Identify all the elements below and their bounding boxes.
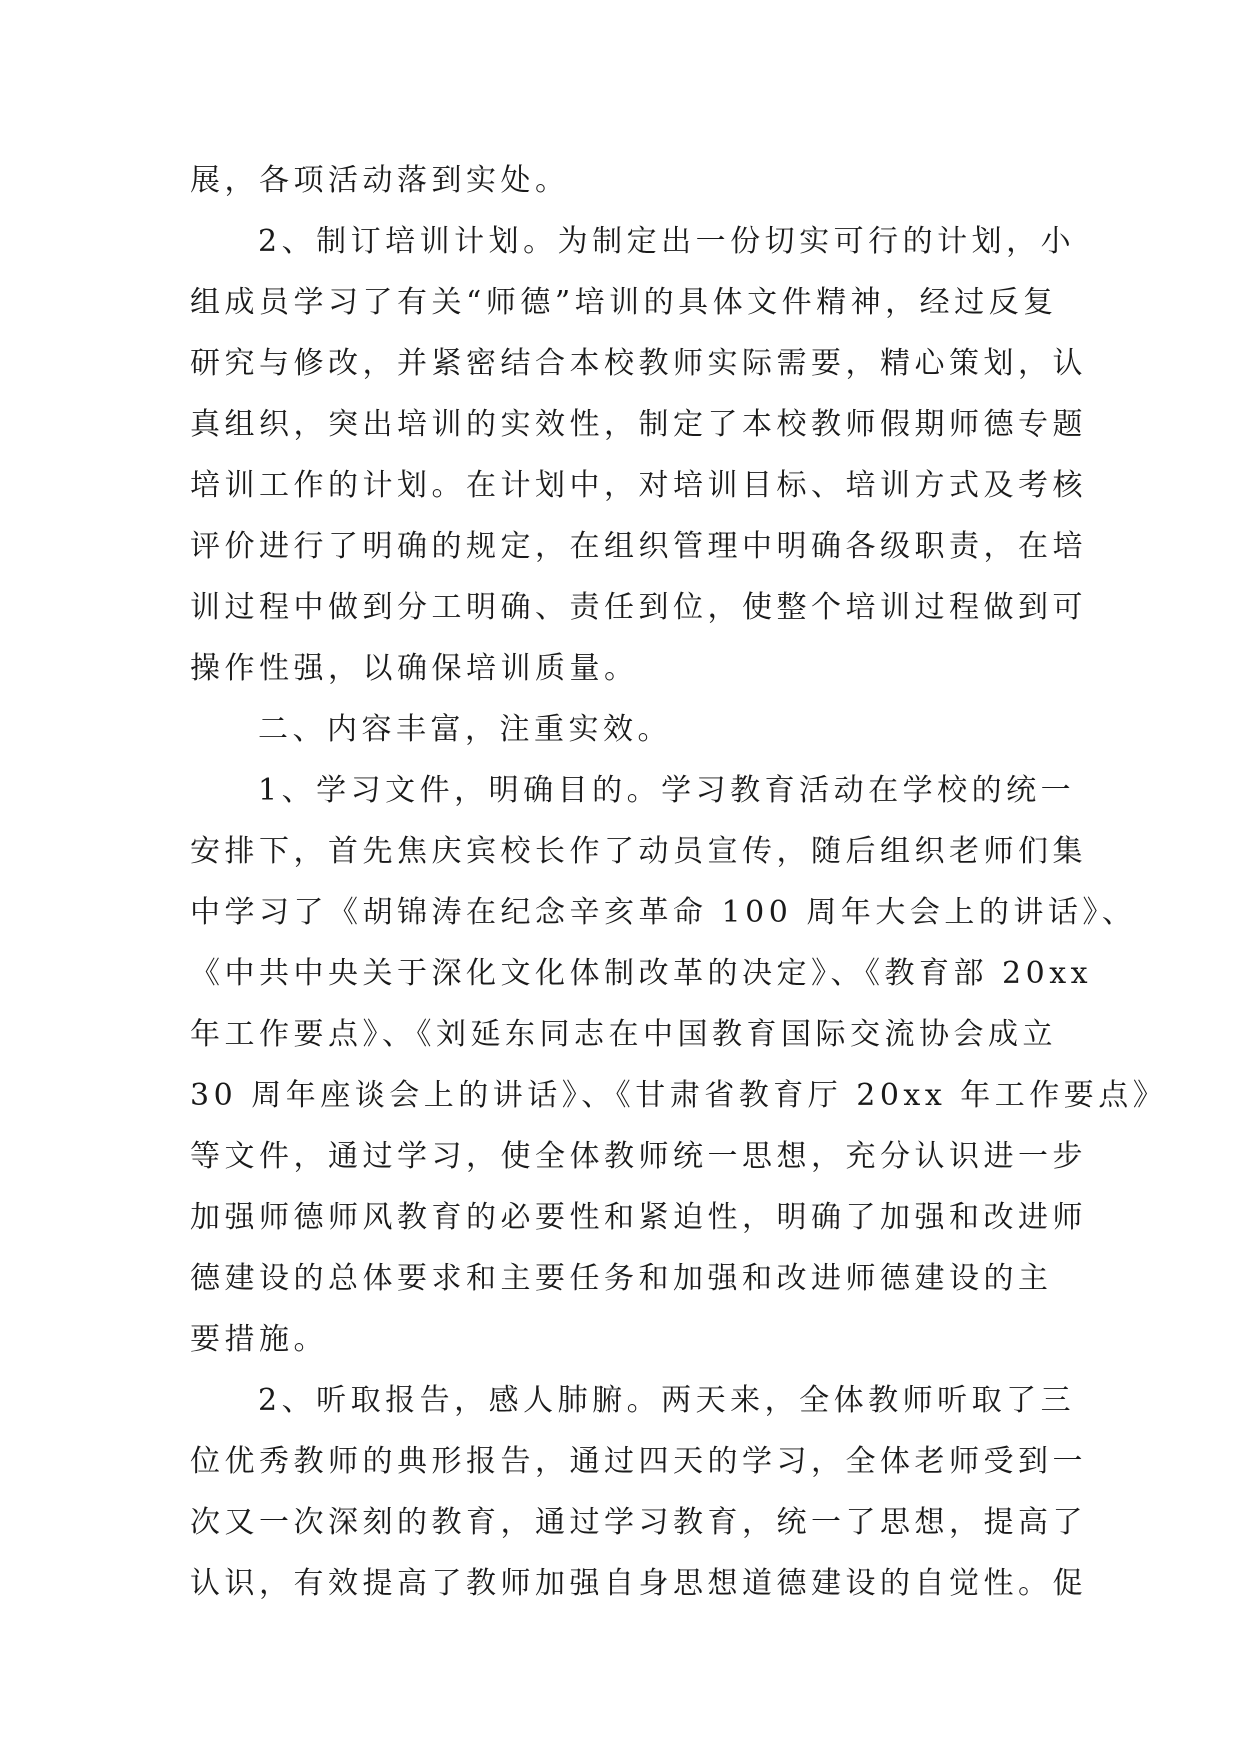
text-line: 加强师德师风教育的必要性和紧迫性，明确了加强和改进师 (190, 1200, 1087, 1235)
text-line: 操作性强，以确保培训质量。 (190, 651, 639, 686)
text-line: 培训工作的计划。在计划中，对培训目标、培训方式及考核 (190, 468, 1087, 503)
text-line: 安排下，首先焦庆宾校长作了动员宣传，随后组织老师们集 (190, 834, 1087, 869)
text-line: 认识，有效提高了教师加强自身思想道德建设的自觉性。促 (190, 1566, 1087, 1601)
text-line: 位优秀教师的典形报告，通过四天的学习，全体老师受到一 (190, 1444, 1087, 1479)
text-line: 中学习了《胡锦涛在纪念辛亥革命 100 周年大会上的讲话》、 (190, 895, 1137, 930)
text-line: 次又一次深刻的教育，通过学习教育，统一了思想，提高了 (190, 1505, 1087, 1540)
text-line: 研究与修改，并紧密结合本校教师实际需要，精心策划，认 (190, 346, 1087, 381)
text-line: 年工作要点》、《刘延东同志在中国教育国际交流协会成立 (190, 1017, 1057, 1052)
text-line: 2、制订培训计划。为制定出一份切实可行的计划，小 (258, 224, 1076, 259)
document-body (190, 150, 1168, 1614)
text-line: 等文件，通过学习，使全体教师统一思想，充分认识进一步 (190, 1139, 1087, 1174)
text-line: 2、听取报告，感人肺腑。两天来，全体教师听取了三 (258, 1383, 1076, 1418)
text-line: 评价进行了明确的规定，在组织管理中明确各级职责，在培 (190, 529, 1087, 564)
text-line: 《中共中央关于深化文化体制改革的决定》、《教育部 20xx (190, 956, 1093, 991)
text-line: 展，各项活动落到实处。 (190, 163, 570, 198)
text-line: 训过程中做到分工明确、责任到位，使整个培训过程做到可 (190, 590, 1087, 625)
section-heading: 二、内容丰富，注重实效。 (258, 712, 672, 747)
text-line: 组成员学习了有关“师德”培训的具体文件精神，经过反复 (190, 285, 1058, 320)
text-line: 德建设的总体要求和主要任务和加强和改进师德建设的主 (190, 1261, 1053, 1296)
text-line: 真组织，突出培训的实效性，制定了本校教师假期师德专题 (190, 407, 1087, 442)
text-line: 1、学习文件，明确目的。学习教育活动在学校的统一 (258, 773, 1076, 808)
text-line: 要措施。 (190, 1322, 328, 1357)
text-line: 30 周年座谈会上的讲话》、《甘肃省教育厅 20xx 年工作要点》 (190, 1078, 1168, 1113)
